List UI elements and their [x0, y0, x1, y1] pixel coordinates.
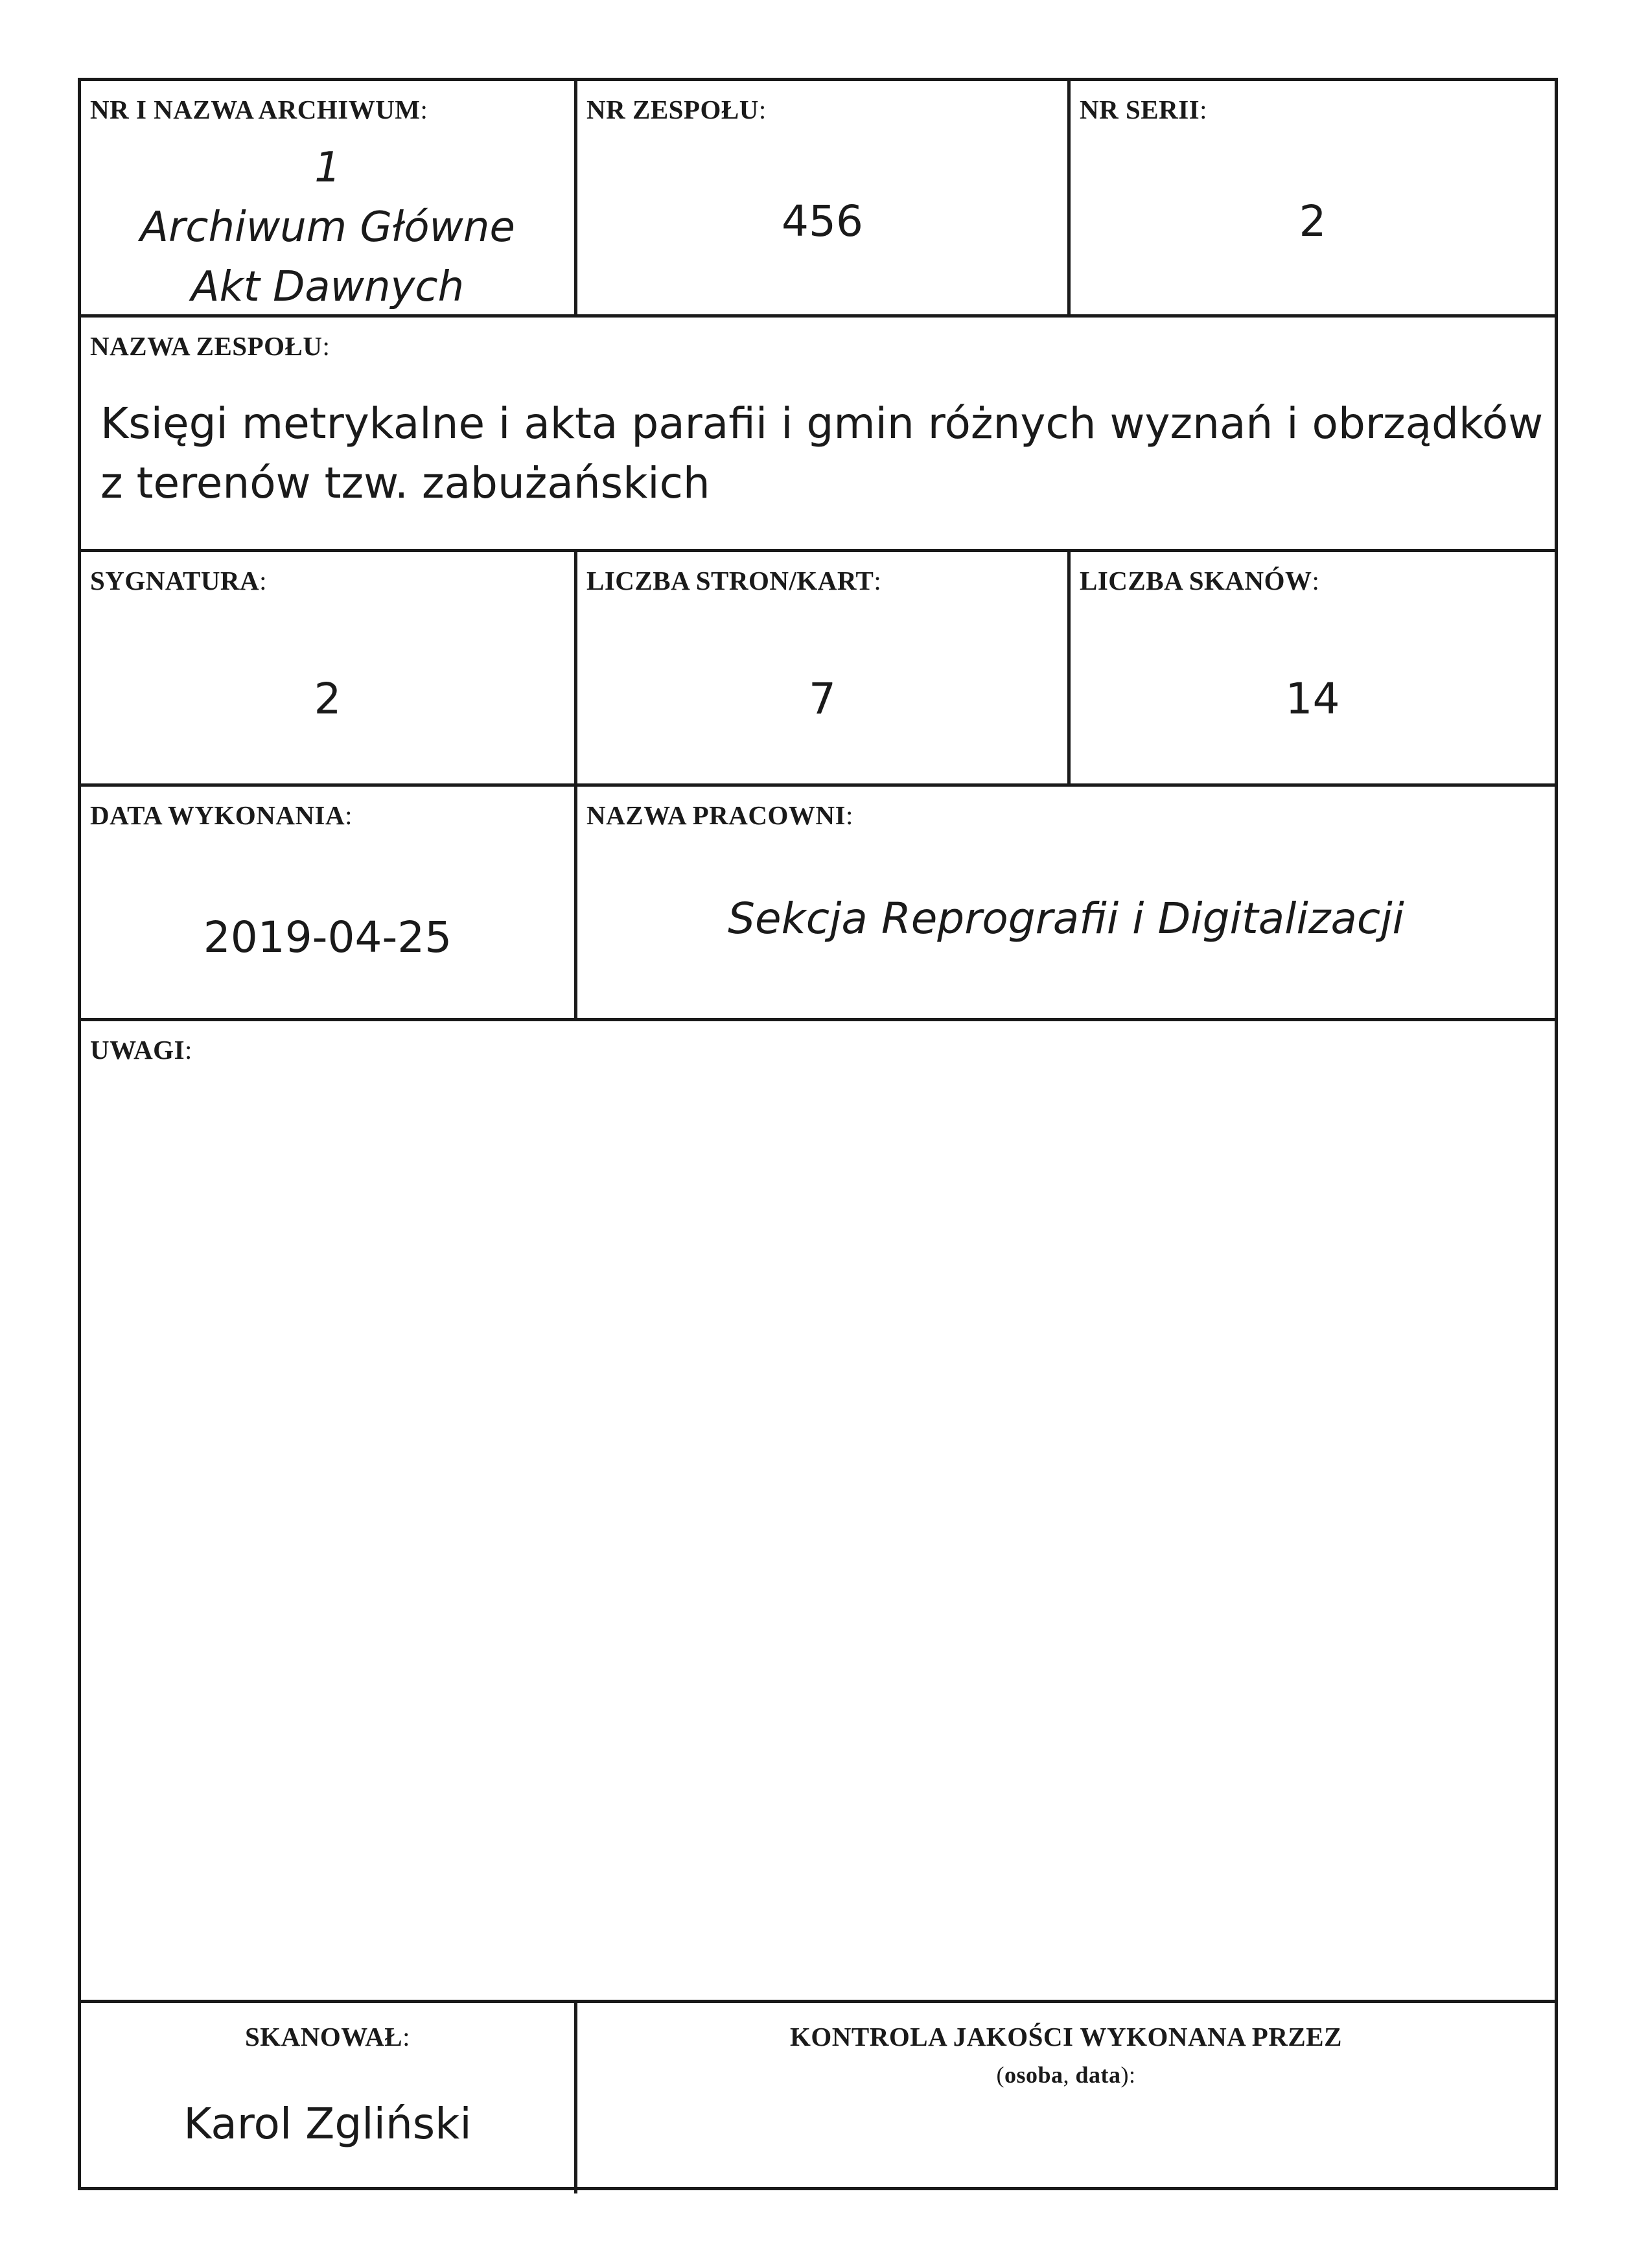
fond-number-label: NR ZESPOŁU: [586, 95, 767, 124]
archive-number: 1 [314, 144, 341, 192]
cell-fond-number [574, 81, 1067, 314]
workshop-value: Sekcja Reprografii i Digitalizacji [728, 894, 1404, 943]
cell-fond-name [81, 318, 1555, 549]
row-signoff [81, 2003, 1555, 2193]
row-date-workshop [81, 787, 1555, 1021]
fond-name-label: NAZWA ZESPOŁU: [90, 331, 330, 361]
page-count-value: 7 [809, 674, 836, 724]
row-remarks [81, 1021, 1555, 2003]
execution-date-value: 2019-04-25 [203, 912, 452, 962]
remarks-label: UWAGI: [90, 1035, 192, 1065]
scanned-by-label: SKANOWAŁ: [244, 2022, 411, 2052]
row-counts [81, 552, 1555, 787]
cell-execution-date [81, 787, 574, 1018]
series-number-label: NR SERII: [1080, 95, 1208, 124]
archive-label: NR I NAZWA ARCHIWUM: [90, 95, 428, 124]
metadata-card [78, 78, 1558, 2190]
fond-number-value: 456 [782, 196, 863, 246]
scan-count-value: 14 [1285, 674, 1340, 724]
cell-signature [81, 552, 574, 783]
cell-scanned-by [81, 2003, 574, 2193]
row-archive [81, 81, 1555, 318]
workshop-label: NAZWA PRACOWNI: [586, 800, 853, 830]
archive-name-line1: Archiwum Główne [140, 203, 515, 251]
cell-quality-control [574, 2003, 1555, 2193]
cell-series-number [1067, 81, 1555, 314]
execution-date-label: DATA WYKONANIA: [90, 800, 353, 830]
cell-archive [81, 81, 574, 314]
cell-workshop [574, 787, 1555, 1018]
signature-label: SYGNATURA: [90, 566, 268, 596]
cell-page-count [574, 552, 1067, 783]
quality-control-sublabel: (osoba, data): [996, 2062, 1136, 2088]
signature-value: 2 [314, 674, 342, 724]
archive-name-line2: Akt Dawnych [191, 263, 465, 311]
fond-name-line1: Księgi metrykalne i akta parafii i gmin różnych wyznań i obrządków [100, 399, 1544, 448]
archive-value [81, 138, 574, 317]
series-number-value: 2 [1299, 196, 1327, 246]
row-fond-name [81, 318, 1555, 552]
scanned-by-value: Karol Zgliński [183, 2099, 472, 2149]
fond-name-line2: z terenów tzw. zabużańskich [100, 458, 710, 508]
cell-scan-count [1067, 552, 1555, 783]
quality-control-label: KONTROLA JAKOŚCI WYKONANA PRZEZ [790, 2022, 1342, 2052]
scan-count-label: LICZBA SKANÓW: [1080, 566, 1320, 596]
fond-name-value [100, 394, 1544, 513]
page-count-label: LICZBA STRON/KART: [586, 566, 882, 596]
cell-remarks [81, 1021, 1555, 2000]
